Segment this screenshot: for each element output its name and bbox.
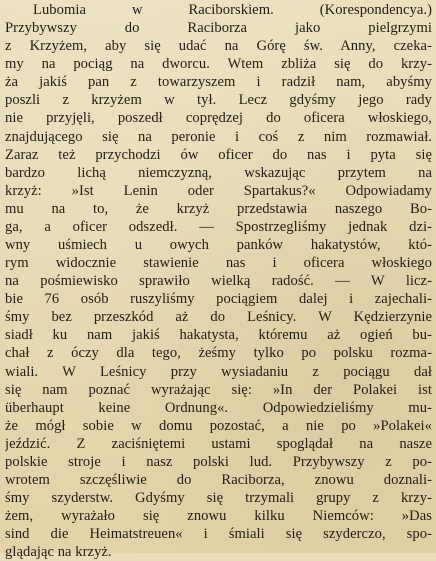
article-line: chał z óczy dla tego, żeśmy tylko po polsku rozma- [5,345,432,362]
article-line: polskie stroje i nasz polski lud. Przybywszy z po- [5,453,432,470]
article-line: my na pociąg na dworcu. Wtem zbliża się do krzy- [5,56,432,73]
article-line: bie 76 osób ruszyliśmy pociągiem dalej i zajechali- [5,291,432,308]
article-line: Przybywszy do Raciborza jako pielgrzymi [5,20,432,37]
article-line: Zaraz też przychodzi ów oficer do nas i pyta się [5,146,432,163]
article-line: wrotem szczęśliwie do Raciborza, znowu doznali- [5,472,432,489]
article-line: poszli z krzyżem w tył. Lecz gdyśmy jego rady [5,92,432,109]
article-line: śmy bez przeszkód aż do Leśnicy. W Kędzierzynie [5,309,432,326]
article-line: z Krzyżem, aby się udać na Górę św. Anny, czeka- [5,38,432,55]
article-line: siadł ku nam jakiś hakatysta, któremu aż ogień bu- [5,327,432,344]
article-body [5,1,432,561]
article-line: wny uśmiech u owych panków hakatystów, któ- [5,237,432,254]
article-line: überhaupt keine Ordnung«. Odpowiedzieliśmy mu- [5,399,432,416]
article-line: żem, wyrażało się znowu kilku Niemców: »Das [5,508,432,525]
article-line: nie przyjęli, poszedł coprędzej do oficera włoskiego, [5,110,432,127]
article-line: bardzo lichą niemczyzną, wskazując przytem na [5,164,432,181]
article-line: Lubomia w Raciborskiem. (Korespondencya.) [33,2,432,18]
article-line: mu na to, że krzyż przedstawia naszego Bo- [5,200,432,217]
article-line: znajdującego się na peronie i coś z nim rozmawiał. [5,128,432,145]
article-line: ga, a oficer odszedł. — Spostrzegliśmy jednak dzi- [5,218,432,235]
article-line: na pośmiewisko sprawiło wielką radość. — W licz- [5,273,432,290]
article-line: krzyż: »Ist Lenin oder Spartakus?« Odpowiadamy [5,182,432,199]
article-line: rym widocznie stawienie nas i oficera włoskiego [5,255,432,272]
article-line: ża jakiś pan z towarzyszem i radził nam, abyśmy [5,74,432,91]
article-line: śmy szyderstw. Gdyśmy się trzymali grupy z krzy- [5,490,432,507]
article-line: glądając na krzyż. [5,544,112,561]
article-line: że mógł sobie w domu pozostać, a nie po »Polakei« [5,417,432,434]
article-line: jeździć. Z zaciśniętemi ustami spoglądał na nasze [5,435,432,452]
article-line: wiali. W Leśnicy przy wysiadaniu z pociągu dał [5,363,432,380]
article-line: się nam poznać wyrażając się: »In der Polakei ist [5,381,432,398]
article-line: sind die Heimatstreuen« i śmiali się szyderczo, spo- [5,526,432,543]
